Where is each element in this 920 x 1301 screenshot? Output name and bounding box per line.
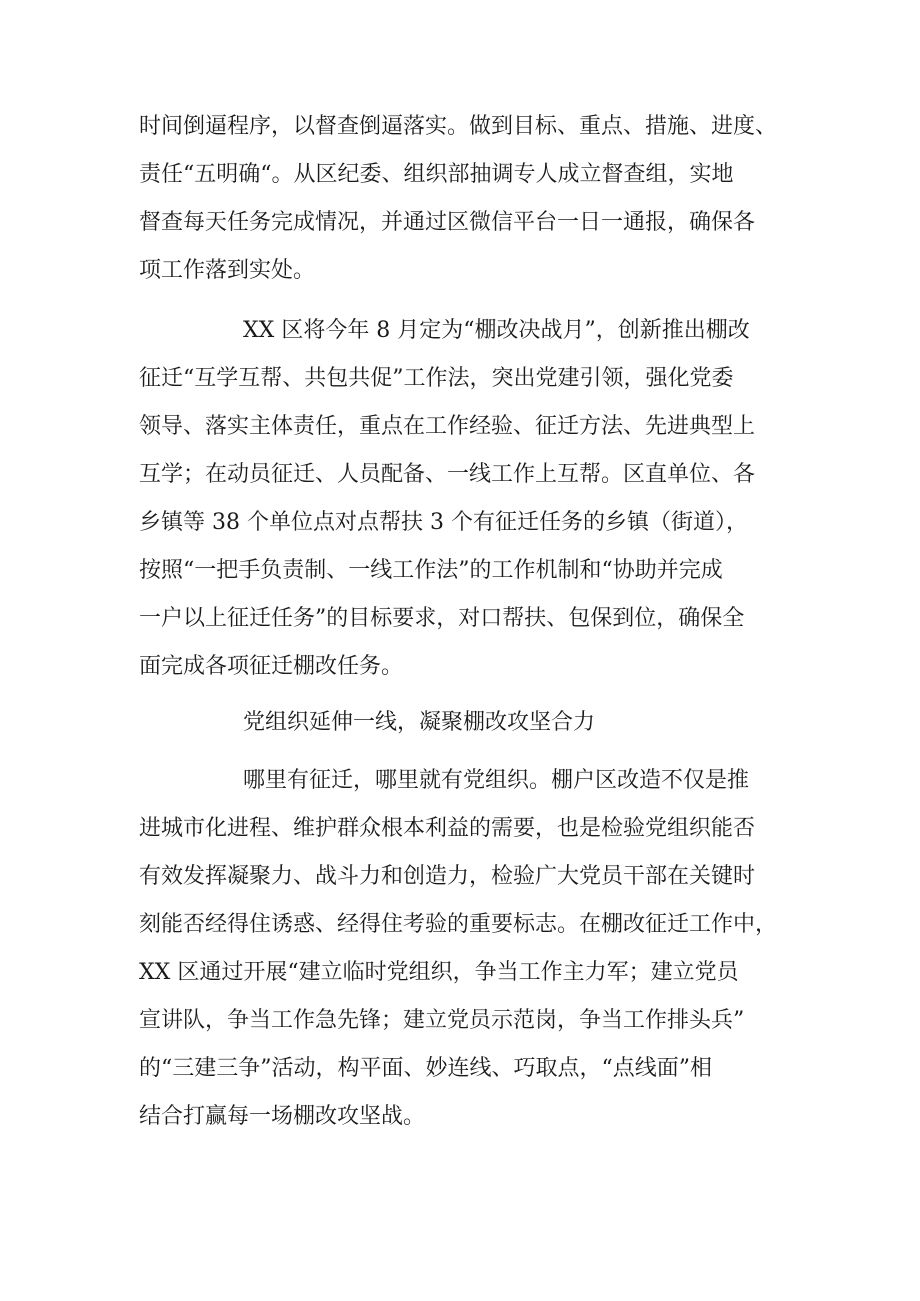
paragraph-2-line-2: 征迁“互学互帮、共包共促”工作法，突出党建引领，强化党委 xyxy=(139,366,734,391)
paragraph-2-line-5: 乡镇等 38 个单位点对点帮扶 3 个有征迁任务的乡镇（街道）， xyxy=(139,510,748,535)
paragraph-1-line-2: 责任“五明确“。从区纪委、组织部抽调专人成立督查组，实地 xyxy=(139,162,734,187)
paragraph-2-line-4: 互学；在动员征迁、人员配备、一线工作上互帮。区直单位、各 xyxy=(139,462,756,487)
paragraph-3-line-8: 结合打赢每一场棚改攻坚战。 xyxy=(139,1104,426,1129)
paragraph-3-line-2: 进城市化进程、维护群众根本利益的需要，也是检验党组织能否 xyxy=(139,816,756,841)
paragraph-3-line-6: 宣讲队，争当工作急先锋；建立党员示范岗，争当工作排头兵” xyxy=(139,1008,745,1033)
paragraph-1-line-4: 项工作落到实处。 xyxy=(139,258,316,283)
paragraph-3-line-4: 刻能否经得住诱惑、经得住考验的重要标志。在棚改征迁工作中， xyxy=(139,912,778,937)
paragraph-2-line-3: 领导、落实主体责任，重点在工作经验、征迁方法、先进典型上 xyxy=(139,414,756,439)
paragraph-3-line-5: XX 区通过开展“建立临时党组织，争当工作主力军；建立党员 xyxy=(139,960,739,985)
paragraph-2-line-8: 面完成各项征迁棚改任务。 xyxy=(139,654,404,679)
paragraph-1-line-3: 督查每天任务完成情况，并通过区微信平台一日一通报，确保各 xyxy=(139,210,756,235)
paragraph-3-line-7: 的“三建三争”活动，构平面、妙连线、巧取点，“点线面”相 xyxy=(139,1056,712,1081)
paragraph-2-line-6: 按照“一把手负责制、一线工作法”的工作机制和“协助并完成 xyxy=(139,558,723,583)
paragraph-1-line-1: 时间倒逼程序，以督查倒逼落实。做到目标、重点、措施、进度、 xyxy=(139,114,778,139)
section-heading: 党组织延伸一线，凝聚棚改攻坚合力 xyxy=(243,710,596,735)
paragraph-2-line-7: 一户以上征迁任务”的目标要求，对口帮扶、包保到位，确保全 xyxy=(139,606,745,631)
paragraph-3-line-3: 有效发挥凝聚力、战斗力和创造力，检验广大党员干部在关键时 xyxy=(139,864,756,889)
paragraph-2-line-1: XX 区将今年 8 月定为“棚改决战月”，创新推出棚改 xyxy=(243,318,750,343)
paragraph-3-line-1: 哪里有征迁，哪里就有党组织。棚户区改造不仅是推 xyxy=(243,768,750,793)
